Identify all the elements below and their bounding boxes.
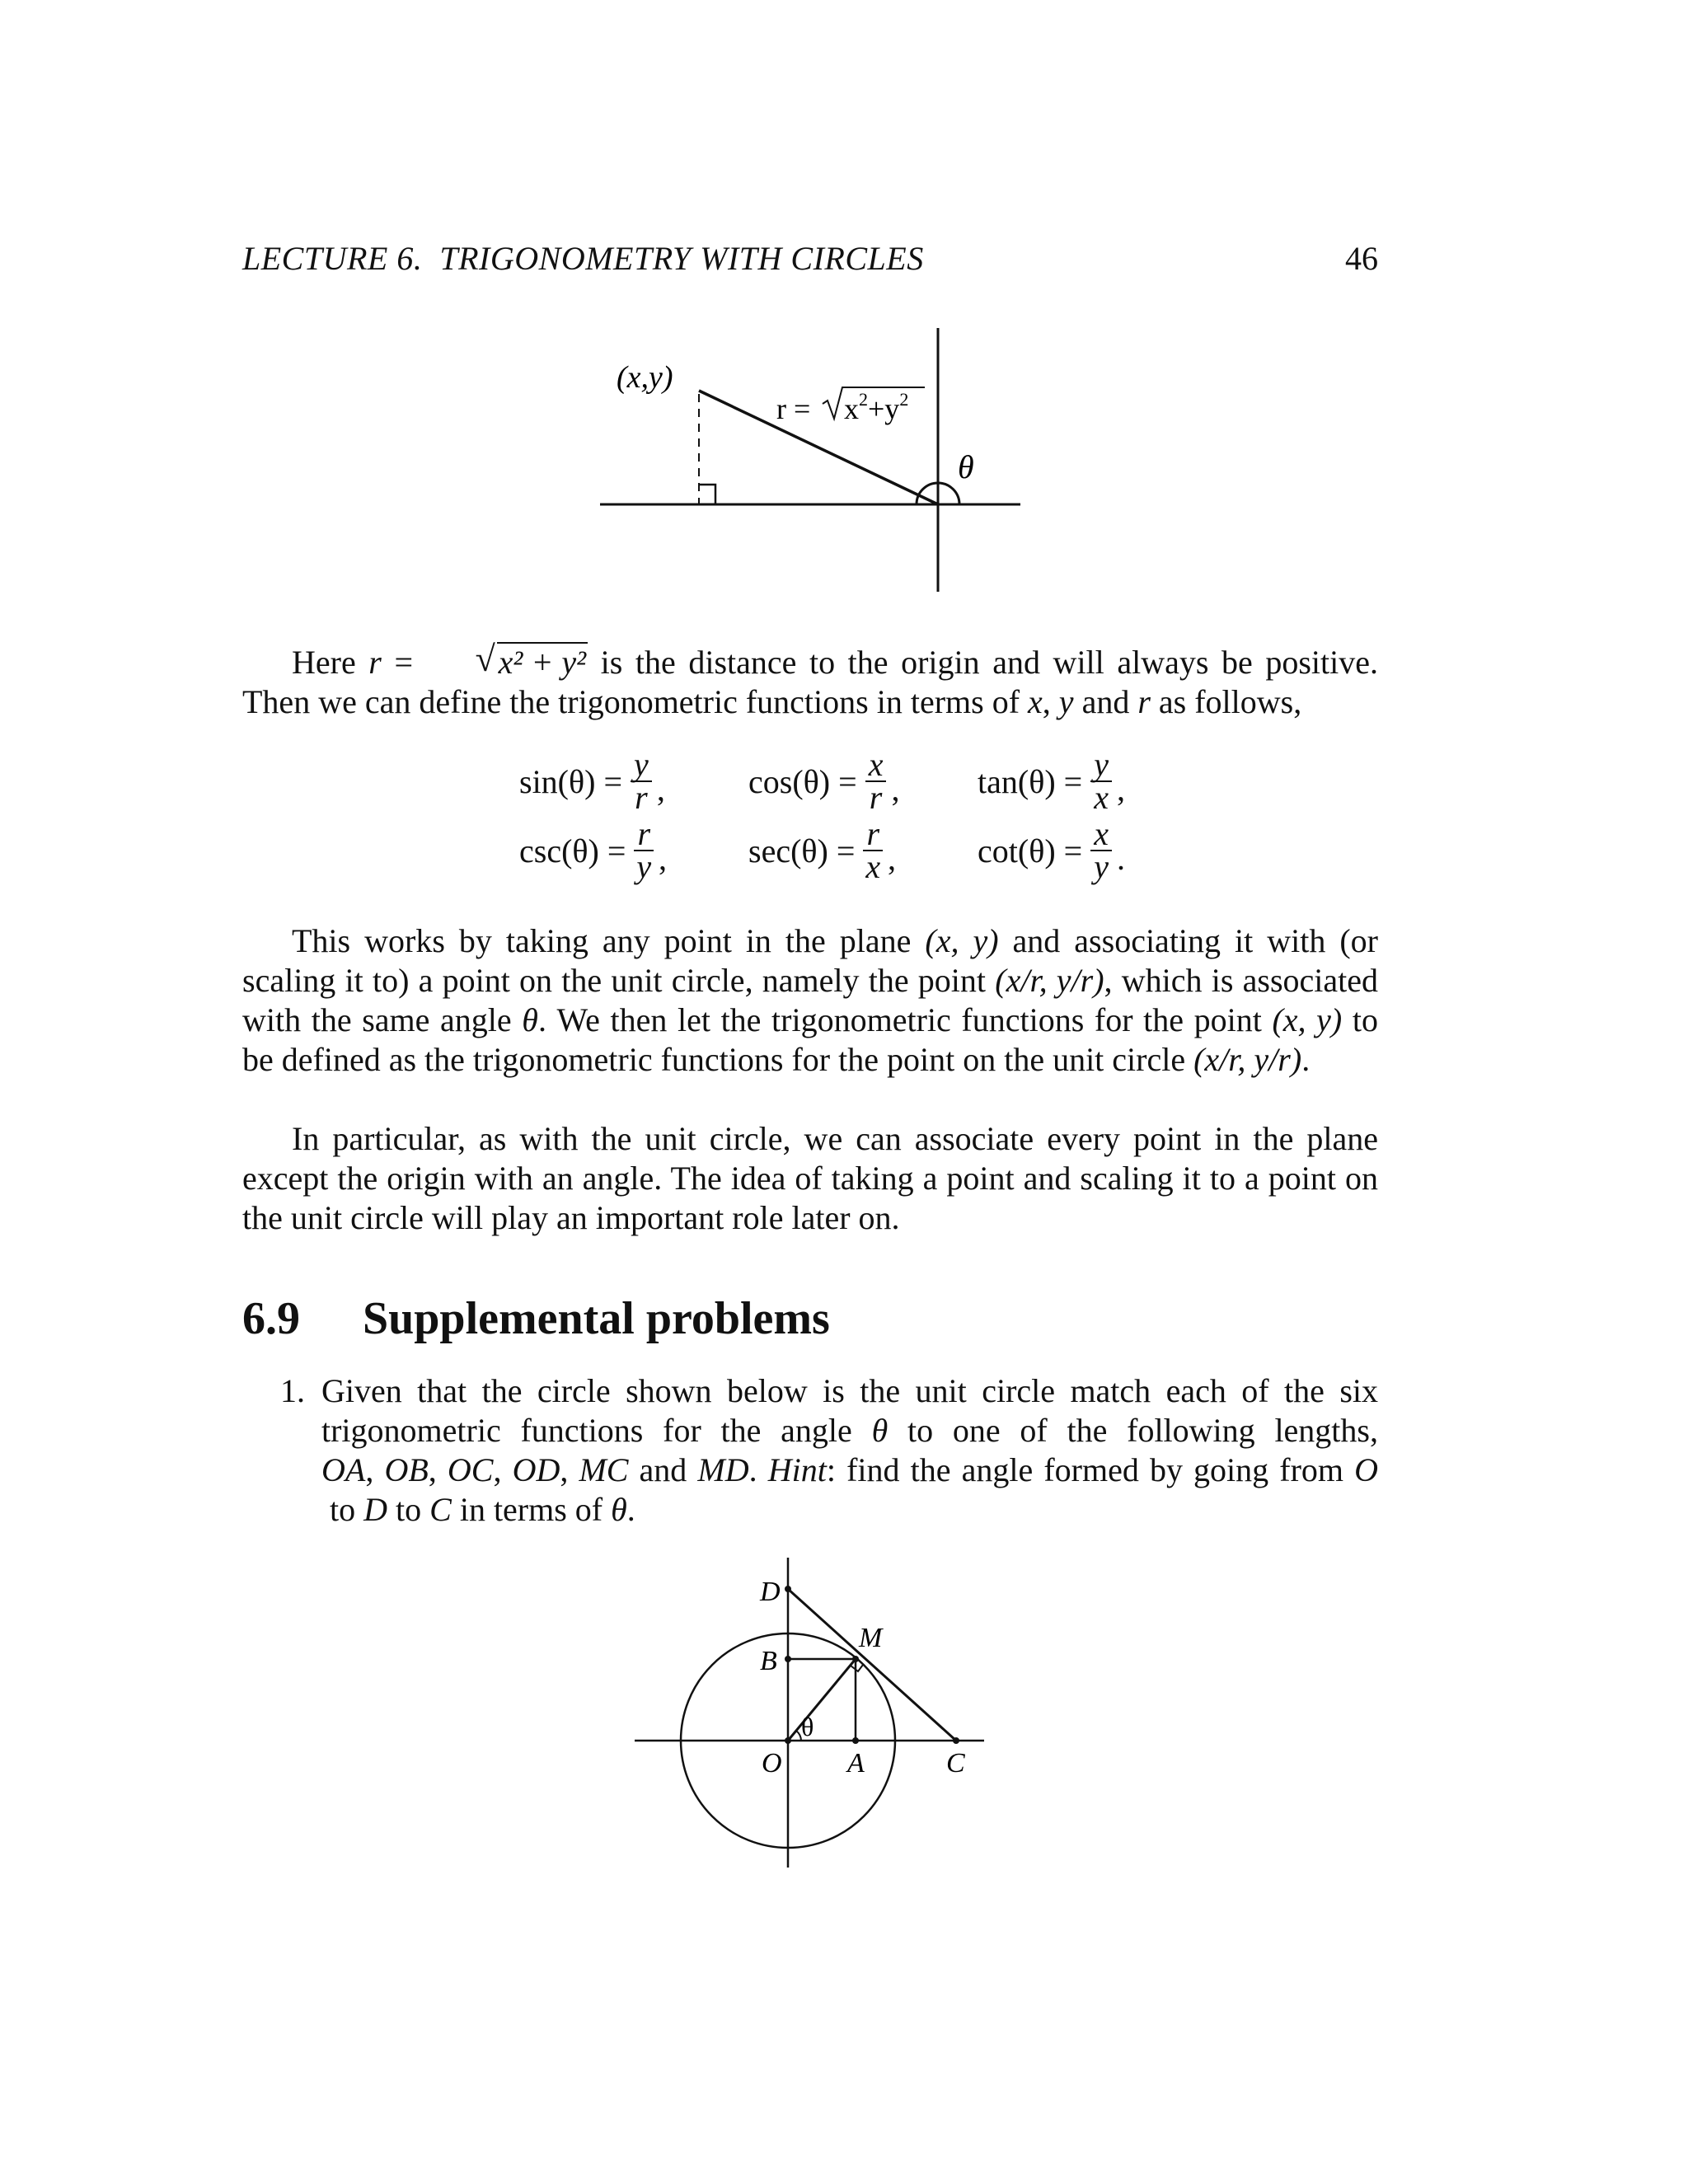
eq-cot: cot(θ) = $\frac{x}{y}$ . [978,815,1125,885]
point-D [785,1586,791,1592]
right-angle-marker [851,1665,863,1671]
r-formula-lhs: r = [776,392,811,425]
section-title: Supplemental problems [363,1293,830,1344]
point-C [953,1737,959,1744]
eq-sec: sec(θ) = $\frac{r}{x}$ , [748,815,897,885]
problem-number: 1. [280,1372,305,1409]
running-head-title: LECTURE 6. TRIGONOMETRY WITH CIRCLES [242,240,924,277]
label-A: A [847,1748,865,1779]
point-label: (x,y) [617,360,673,395]
paragraph-definition: Here r = √ x² + y² is the distance to the origin and will always be positive. Then we can define the trigonometric functions in terms of x, y and r as follows, [242,639,1378,720]
eq-csc: csc(θ) = $\frac{r}{y}$ , [519,815,668,885]
sqrt-expression: √ x² + y² [475,639,587,681]
right-angle-marker [699,485,715,504]
label-M: M [859,1623,883,1653]
label-C: C [946,1748,965,1779]
point-M [852,1656,859,1662]
eq-tan: tan(θ) = $\frac{y}{x}$ , [978,746,1125,816]
point-B [785,1656,791,1662]
page-number: 46 [1345,240,1378,277]
r-formula-radicand: $x^2+y^2$ [844,389,909,425]
trig-definitions [519,742,1179,907]
point-A [852,1737,859,1744]
radius-OM [788,1659,856,1741]
section-heading [242,1292,830,1345]
label-theta: θ [801,1712,814,1741]
label-D: D [760,1577,781,1607]
theta-label: θ [958,448,974,485]
paragraph-scaling: This works by taking any point in the plane (x, y) and associating it with (or scaling it to) a point on the unit circle, namely the point (x/r, y/r), which is associated with the same angle θ. We then let the trigonometric functions for the point (x, y) to be defined as the trigonometric functions for the point on the unit circle (x/r, y/r). [242,922,1379,1078]
eq-sin: sin(θ) = $\frac{y}{r}$ , [519,746,665,816]
problem-text: Given that the circle shown below is the unit circle match each of the six trigonometric functions for the angle θ to one of the following lengths, OA, OB, OC, OD, MC and MD. Hint: find the angle formed by going from O to D to C in terms of θ. [321,1372,1379,1528]
point-O [785,1737,791,1744]
paragraph-angle: In particular, as with the unit circle, we can associate every point in the plane except the origin with an angle. The idea of taking a point and scaling it to a point on the unit circle will play an important role later on. [242,1120,1378,1236]
section-number: 6.9 [242,1293,300,1344]
label-B: B [760,1646,777,1676]
figure-unit-circle [626,1549,1006,1879]
eq-cos: cos(θ) = $\frac{x}{r}$ , [748,746,900,816]
figure-point-radius-angle [593,321,1039,602]
running-head [242,239,1378,288]
label-O: O [762,1748,782,1779]
problem-1 [280,1371,1378,1530]
